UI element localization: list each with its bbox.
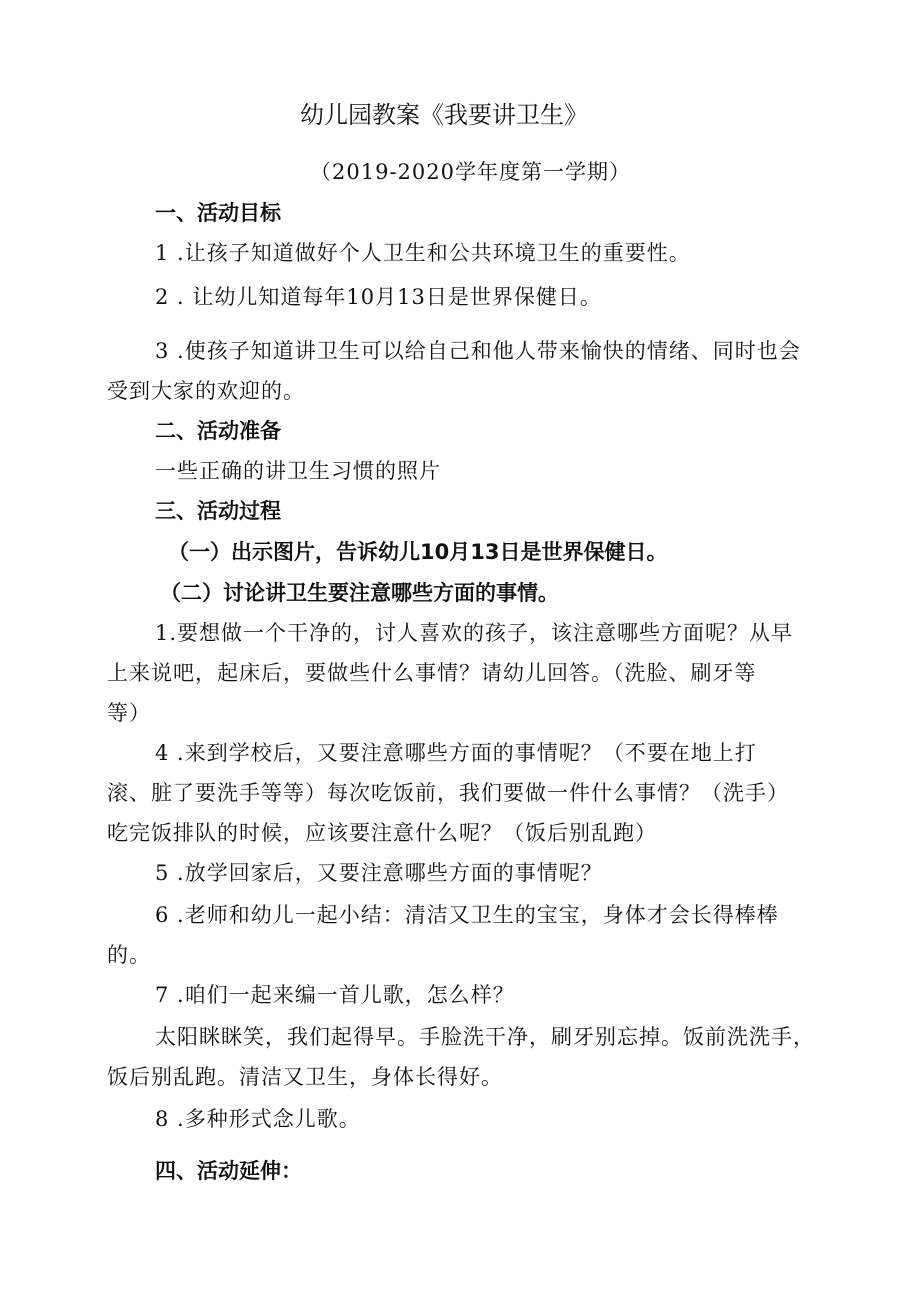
process-paragraph: 4 .来到学校后，又要注意哪些方面的事情呢？（不要在地上打 <box>155 741 757 765</box>
process-paragraph-continued: 滚、脏了要洗手等等）每次吃饭前，我们要做一件什么事情？（洗手） <box>107 781 789 805</box>
section-heading-extension: 四、活动延伸： <box>155 1159 302 1183</box>
process-paragraph: 5 .放学回家后，又要注意哪些方面的事情呢？ <box>155 861 603 885</box>
section-heading-goals: 一、活动目标 <box>155 201 281 225</box>
preparation-text: 一些正确的讲卫生习惯的照片 <box>155 459 441 483</box>
goal-item: 3 .使孩子知道讲卫生可以给自己和他人带来愉快的情绪、同时也会 <box>155 339 801 363</box>
process-subheading: （二）讨论讲卫生要注意哪些方面的事情。 <box>160 581 559 605</box>
goal-item: 1 .让孩子知道做好个人卫生和公共环境卫生的重要性。 <box>155 241 691 265</box>
rhyme-text: 太阳眯眯笑，我们起得早。手脸洗干净，刷牙别忘掉。饭前洗洗手， <box>155 1025 815 1049</box>
process-paragraph: 7 .咱们一起来编一首儿歌，怎么样？ <box>155 983 515 1007</box>
section-heading-process: 三、活动过程 <box>155 499 281 523</box>
page-title: 幼儿园教案《我要讲卫生》 <box>300 101 588 129</box>
process-paragraph-continued: 等） <box>107 701 151 725</box>
goal-item: 2 . 让幼儿知道每年10月13日是世界保健日。 <box>155 285 602 309</box>
process-paragraph-continued: 上来说吧，起床后，要做些什么事情？请幼儿回答。（洗脸、刷牙等 <box>107 661 757 685</box>
term-subtitle: （2019-2020学年度第一学期） <box>310 160 631 184</box>
process-paragraph: 1.要想做一个干净的，讨人喜欢的孩子，该注意哪些方面呢？从早 <box>155 621 794 645</box>
process-paragraph-continued: 的。 <box>107 943 151 967</box>
rhyme-text-continued: 饭后别乱跑。清洁又卫生，身体长得好。 <box>107 1065 503 1089</box>
process-subheading: （一）出示图片，告诉幼儿10月13日是世界保健日。 <box>168 540 668 564</box>
process-paragraph-continued: 吃完饭排队的时候，应该要注意什么呢？（饭后别乱跑） <box>107 821 657 845</box>
section-heading-preparation: 二、活动准备 <box>155 419 281 443</box>
process-paragraph: 6 .老师和幼儿一起小结：清洁又卫生的宝宝，身体才会长得棒棒 <box>155 903 779 927</box>
goal-item-continued: 受到大家的欢迎的。 <box>107 379 305 403</box>
process-paragraph: 8 .多种形式念儿歌。 <box>155 1107 361 1131</box>
